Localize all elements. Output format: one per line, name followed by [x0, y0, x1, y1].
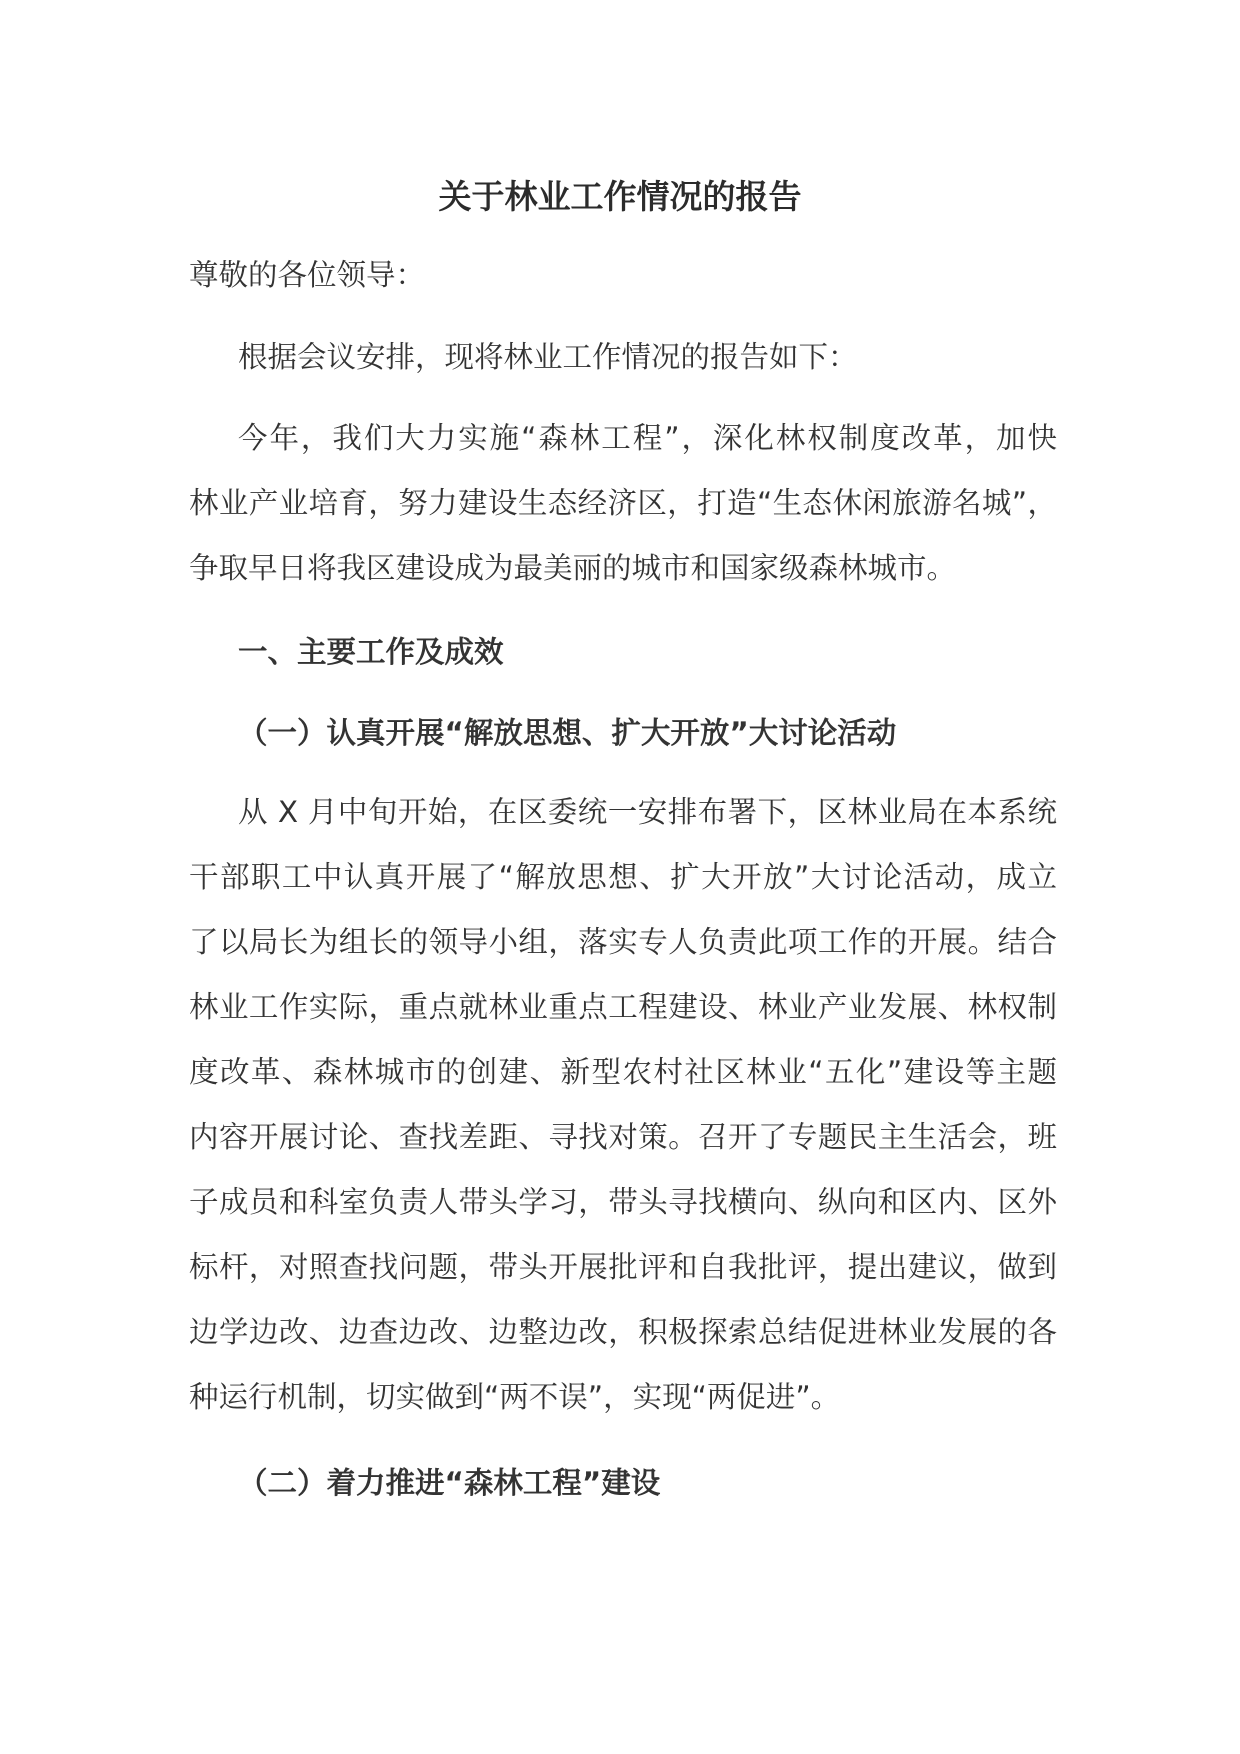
- paragraph-line: 干部职工中认真开展了“解放思想、扩大开放”大讨论活动，成立: [189, 860, 1057, 894]
- paragraph-line: 从 X 月中旬开始，在区委统一安排布署下，区林业局在本系统: [238, 795, 1057, 829]
- paragraph-line: 林业工作实际，重点就林业重点工程建设、林业产业发展、林权制: [189, 990, 1057, 1024]
- paragraph-line: 边学边改、边查边改、边整边改，积极探索总结促进林业发展的各: [189, 1315, 1057, 1349]
- paragraph-line: 种运行机制，切实做到“两不误”，实现“两促进”。: [189, 1380, 841, 1414]
- subsection-1-heading: （一）认真开展“解放思想、扩大开放”大讨论活动: [238, 716, 897, 750]
- paragraph-line: 标杆，对照查找问题，带头开展批评和自我批评，提出建议，做到: [189, 1250, 1057, 1284]
- paragraph-line: 内容开展讨论、查找差距、寻找对策。召开了专题民主生活会，班: [189, 1120, 1057, 1154]
- section-1-heading: 一、主要工作及成效: [238, 635, 504, 669]
- paragraph-line: 子成员和科室负责人带头学习，带头寻找横向、纵向和区内、区外: [189, 1185, 1057, 1219]
- paragraph-line: 林业产业培育，努力建设生态经济区，打造“生态休闲旅游名城”，: [189, 486, 1057, 520]
- intro-paragraph: 根据会议安排，现将林业工作情况的报告如下：: [238, 340, 858, 374]
- salutation: 尊敬的各位领导：: [189, 258, 426, 292]
- document-title: 关于林业工作情况的报告: [438, 177, 802, 216]
- subsection-2-heading: （二）着力推进“森林工程”建设: [238, 1466, 661, 1500]
- paragraph-line: 度改革、森林城市的创建、新型农村社区林业“五化”建设等主题: [189, 1055, 1057, 1089]
- paragraph-line: 了以局长为组长的领导小组，落实专人负责此项工作的开展。结合: [189, 925, 1057, 959]
- paragraph-line: 今年，我们大力实施“森林工程”，深化林权制度改革，加快: [238, 421, 1057, 455]
- paragraph-line: 争取早日将我区建设成为最美丽的城市和国家级森林城市。: [189, 551, 957, 585]
